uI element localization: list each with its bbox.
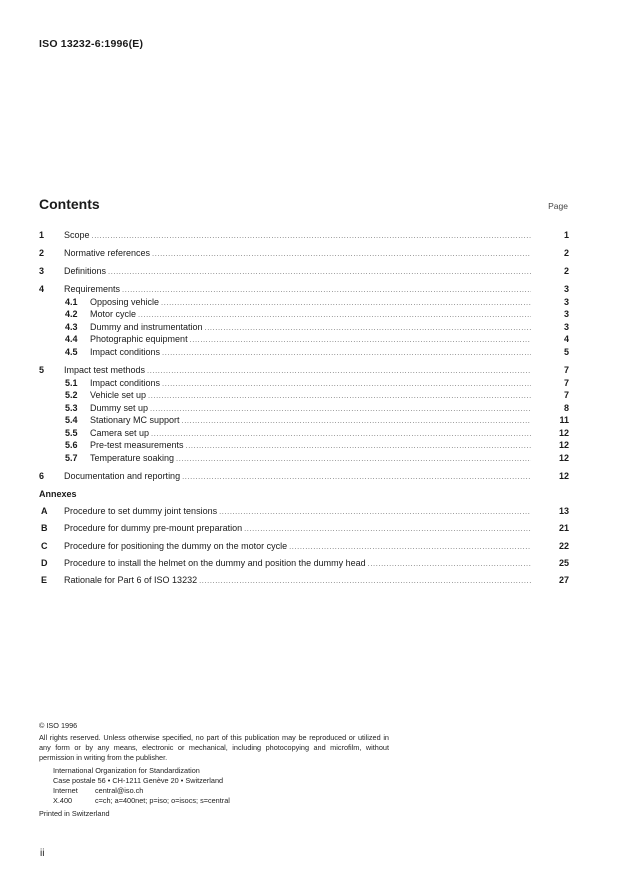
toc-entry-number: 3 — [39, 265, 45, 276]
printed-in: Printed in Switzerland — [39, 809, 110, 818]
toc-entry-title-text: Rationale for Part 6 of ISO 13232 — [64, 574, 198, 585]
toc-entry-page: 22 — [558, 540, 569, 551]
toc-row[interactable] — [39, 414, 569, 427]
toc-entry-number: 1 — [39, 230, 45, 240]
internet-label: Internet — [53, 786, 78, 795]
toc-entry-number: 5.6 — [65, 440, 78, 451]
toc-entry-title-text: Requirements — [64, 283, 121, 294]
toc-entry-number: 4 — [39, 283, 45, 294]
toc-row[interactable] — [39, 308, 569, 321]
toc-entry-title-text: Photographic equipment — [90, 334, 188, 345]
toc-row[interactable] — [39, 296, 569, 309]
toc-entry-page: 4 — [563, 334, 569, 345]
toc-entry-page: 3 — [563, 283, 569, 294]
toc-entry-title-text: Procedure to set dummy joint tensions — [64, 506, 218, 517]
toc-entry-number: E — [41, 574, 48, 585]
toc-entry-title-text: Scope — [64, 230, 90, 240]
toc-row[interactable] — [39, 522, 569, 535]
toc-entry-title-text: Normative references — [64, 247, 151, 258]
toc-entry-title-text: Dummy and instrumentation — [90, 321, 203, 332]
toc-entry-title-text: Vehicle set up — [90, 390, 147, 401]
toc-entry-page: 7 — [563, 364, 569, 375]
toc-row[interactable] — [39, 540, 569, 553]
toc-row[interactable] — [39, 377, 569, 390]
rights-statement: All rights reserved. Unless otherwise specified, no part of this publication may be reproduced or utilized in any form or by any means, electronic or mechanical, including photocopying and microfilm, without permission in writing from the publisher. — [39, 733, 389, 762]
toc-entry-number: 4.3 — [65, 321, 78, 332]
toc-entry-title — [90, 333, 531, 347]
toc-entry-title — [64, 247, 531, 261]
toc-entry-title-text: Procedure for positioning the dummy on the motor cycle — [64, 540, 288, 551]
toc-entry-number: 5 — [39, 364, 45, 375]
page-number: ii — [40, 848, 45, 859]
toc-entry-number: 4.4 — [65, 334, 78, 345]
toc-row[interactable] — [39, 427, 569, 440]
toc-row[interactable] — [39, 265, 569, 278]
toc-entry-title-text: Documentation and reporting — [64, 471, 181, 482]
toc-row[interactable] — [39, 346, 569, 359]
toc-entry-title — [90, 452, 531, 466]
toc-entry-title — [64, 574, 531, 588]
standard-header: ISO 13232-6:1996(E) — [39, 38, 144, 50]
toc-entry-page: 2 — [563, 265, 569, 276]
toc-row[interactable] — [39, 505, 569, 518]
page-column-label: Page — [548, 201, 568, 211]
toc-entry-title-text: Pre-test measurements — [90, 440, 184, 451]
toc-entry-number: 5.2 — [65, 390, 78, 401]
toc-entry-title-text: Impact test methods — [64, 364, 146, 375]
x400-address: c=ch; a=400net; p=iso; o=isocs; s=central — [95, 796, 230, 805]
toc-entry-number: 6 — [39, 471, 45, 482]
toc-entry-number: 5.5 — [65, 427, 78, 438]
toc-entry-number: A — [41, 506, 48, 517]
toc-row[interactable] — [39, 452, 569, 465]
toc-entry-number: 4.2 — [65, 309, 78, 320]
toc-entry-title — [64, 265, 531, 279]
toc-entry-number: 5.1 — [65, 377, 78, 388]
toc-entry-title — [90, 346, 531, 360]
toc-entry-title — [64, 557, 531, 571]
toc-entry-page: 8 — [563, 402, 569, 413]
toc-entry-title — [90, 439, 531, 453]
toc-entry-number: 5.3 — [65, 402, 78, 413]
toc-entry-title — [90, 296, 531, 310]
postal-address: Case postale 56 • CH-1211 Genève 20 • Switzerland — [53, 776, 224, 785]
toc-entry-title-text: Temperature soaking — [90, 453, 175, 464]
toc-row[interactable] — [39, 470, 569, 483]
toc-entry-number: 4.1 — [65, 296, 78, 307]
toc-entry-title-text: Stationary MC support — [90, 415, 180, 426]
toc-entry-page: 12 — [558, 471, 569, 482]
copyright-line: © ISO 1996 — [39, 721, 78, 730]
toc-entry-title-text: Impact conditions — [90, 377, 161, 388]
x400-label: X.400 — [53, 796, 73, 805]
annexes-heading: Annexes — [39, 488, 77, 499]
toc-entry-title — [64, 364, 531, 378]
toc-entry-title-text: Procedure for dummy pre-mount preparation — [64, 523, 243, 534]
toc-row[interactable] — [39, 283, 569, 296]
toc-entry-title-text: Impact conditions — [90, 346, 161, 357]
toc-entry-title-text: Procedure to install the helmet on the dummy and position the dummy head — [64, 557, 366, 568]
toc-entry-title — [90, 377, 531, 391]
toc-entry-title — [90, 402, 531, 416]
org-name: International Organization for Standardization — [53, 766, 200, 775]
internet-line — [53, 786, 389, 796]
toc-entry-number: 2 — [39, 247, 45, 258]
toc-entry-page: 12 — [558, 440, 569, 451]
toc-entry-number: B — [41, 523, 48, 534]
toc-entry-number: D — [41, 557, 48, 568]
toc-entry-number: 5.4 — [65, 415, 78, 426]
toc-entry-title-text: Camera set up — [90, 427, 150, 438]
publisher-address — [39, 766, 389, 806]
toc-row[interactable] — [39, 389, 569, 402]
toc-entry-page: 3 — [563, 296, 569, 307]
toc-entry-page: 27 — [558, 574, 569, 585]
toc-entry-number: 5.7 — [65, 453, 78, 464]
toc-row[interactable] — [39, 439, 569, 452]
toc-entry-page: 13 — [558, 506, 569, 517]
toc-entry-number: 4.5 — [65, 346, 78, 357]
toc-entry-page: 5 — [563, 346, 569, 357]
toc-row[interactable] — [39, 402, 569, 415]
toc-entry-page: 3 — [563, 321, 569, 332]
toc-row[interactable] — [39, 229, 569, 242]
toc-entry-page: 12 — [558, 427, 569, 438]
toc-entry-title — [90, 308, 531, 322]
copyright-footer — [39, 721, 389, 819]
toc-entry-title — [64, 229, 531, 243]
toc-entry-title-text: Motor cycle — [90, 309, 137, 320]
toc-entry-title — [64, 522, 531, 536]
internet-address: central@iso.ch — [95, 786, 144, 795]
toc-entry-title — [64, 505, 531, 519]
toc-entry-page: 25 — [558, 557, 569, 568]
toc-row[interactable] — [39, 321, 569, 334]
toc-entry-page: 11 — [559, 415, 569, 426]
toc-entry-title — [64, 540, 531, 554]
contents-title: Contents — [39, 196, 100, 212]
toc-entry-title-text: Definitions — [64, 265, 107, 276]
toc-entry-page: 1 — [563, 230, 569, 240]
toc-row[interactable] — [39, 557, 569, 570]
toc-entry-title — [90, 414, 531, 428]
toc-entry-page: 21 — [558, 523, 569, 534]
x400-line — [53, 796, 389, 806]
toc-row[interactable] — [39, 247, 569, 260]
toc-entry-title-text: Dummy set up — [90, 402, 149, 413]
toc-entry-page: 7 — [563, 390, 569, 401]
toc-entry-page: 7 — [563, 377, 569, 388]
toc-row[interactable] — [39, 574, 569, 587]
toc-entry-title — [64, 470, 531, 484]
toc-entry-title-text: Opposing vehicle — [90, 296, 160, 307]
toc-entry-title — [64, 283, 531, 297]
toc-entry-page: 2 — [563, 247, 569, 258]
toc-entry-title — [90, 427, 531, 441]
toc-row[interactable] — [39, 364, 569, 377]
toc-entry-title — [90, 389, 531, 403]
toc-entry-title — [90, 321, 531, 335]
toc-entry-number: C — [41, 540, 48, 551]
toc-entry-page: 3 — [563, 309, 569, 320]
toc-row[interactable] — [39, 333, 569, 346]
table-of-contents — [39, 229, 569, 587]
toc-entry-page: 12 — [558, 453, 569, 464]
